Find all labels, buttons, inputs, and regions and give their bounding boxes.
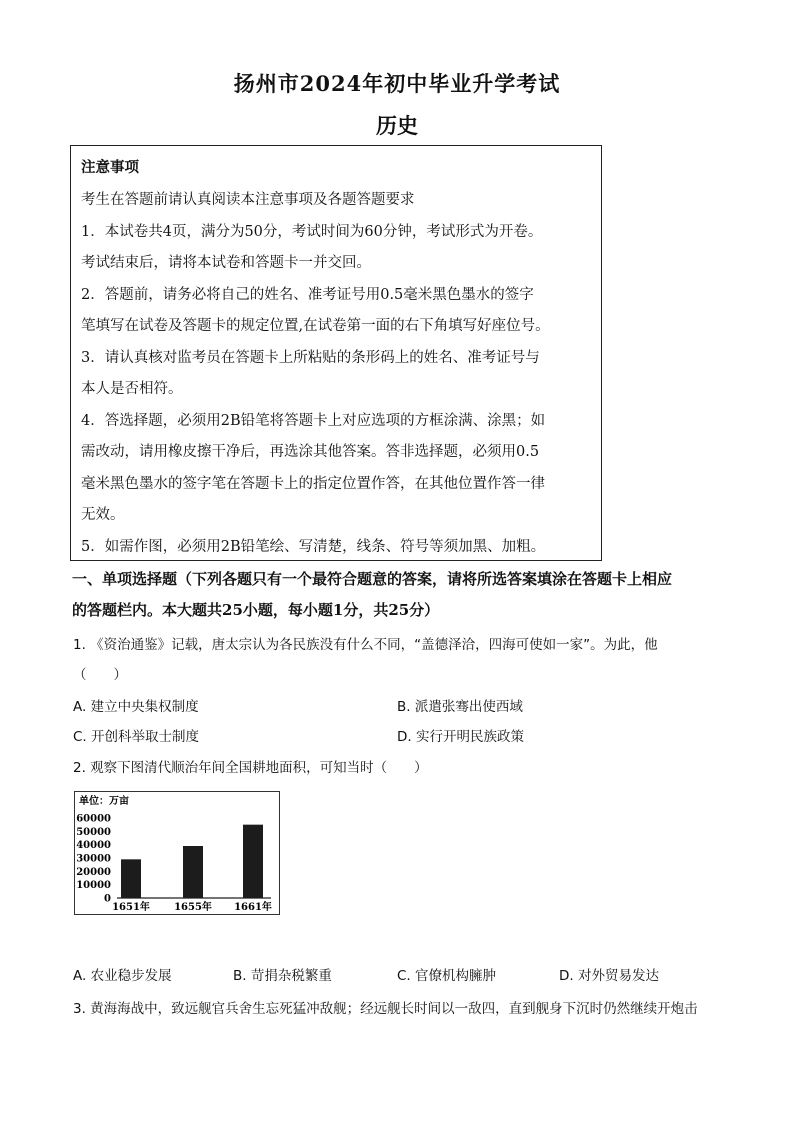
q1-option-d[interactable]: D. 实行开明民族政策 [397, 729, 524, 745]
q2-option-a[interactable]: A. 农业稳步发展 [73, 968, 172, 984]
x-tick-label: 1651年 [112, 902, 150, 913]
question-3-stem: 3. 黄海海战中，致远舰官兵舍生忘死猛冲敌舰；经远舰长时间以一敌四，直到舰身下沉时仍然继续开炮击 [73, 1001, 698, 1017]
y-tick-label: 30000 [76, 853, 111, 865]
notice-line: 考生在答题前请认真阅读本注意事项及各题答题要求 [81, 192, 415, 208]
y-tick-label: 60000 [76, 813, 111, 825]
y-tick-label: 10000 [76, 880, 111, 892]
notice-line: 考试结束后，请将本试卷和答题卡一并交回。 [81, 255, 371, 271]
section-heading: 一、单项选择题（下列各题只有一个最符合题意的答案，请将所选答案填涂在答题卡上相应 [72, 570, 673, 588]
notice-line: 3．请认真核对监考员在答题卡上所粘贴的条形码上的姓名、准考证号与 [81, 350, 540, 366]
exam-title: 扬州市2024年初中毕业升学考试 [233, 71, 561, 96]
notice-line: 本人是否相符。 [81, 381, 183, 397]
q2-option-c[interactable]: C. 官僚机构臃肿 [397, 968, 497, 984]
notice-line: 5．如需作图，必须用2B铅笔绘、写清楚，线条、符号等须加黑、加粗。 [81, 539, 546, 555]
chart-svg [75, 792, 278, 913]
question-1-blank: （ ） [73, 667, 127, 683]
x-tick-label: 1655年 [174, 902, 212, 913]
q2-option-d[interactable]: D. 对外贸易发达 [559, 968, 659, 984]
q1-option-c[interactable]: C. 开创科举取士制度 [73, 729, 200, 745]
bar [243, 825, 263, 898]
chart-title: 单位：万亩 [79, 796, 129, 807]
notice-line: 1．本试卷共4页，满分为50分，考试时间为60分钟，考试形式为开卷。 [81, 224, 543, 240]
notice-line: 2．答题前，请务必将自己的姓名、准考证号用0.5毫米黑色墨水的签字 [81, 287, 534, 303]
notice-heading: 注意事项 [81, 159, 139, 176]
y-tick-label: 50000 [76, 826, 111, 838]
y-tick-label: 20000 [76, 866, 111, 878]
notice-line: 4．答选择题，必须用2B铅笔将答题卡上对应选项的方框涂满、涂黑；如 [81, 413, 546, 429]
bar [121, 859, 141, 898]
subject-title: 历史 [376, 113, 418, 138]
y-tick-label: 40000 [76, 840, 111, 852]
farmland-bar-chart [74, 791, 280, 915]
section-heading-cont: 的答题栏内。本大题共25小题，每小题1分，共25分） [72, 601, 440, 619]
q2-option-b[interactable]: B. 苛捐杂税繁重 [233, 968, 332, 984]
bar [183, 846, 203, 898]
notice-box [70, 145, 602, 561]
q1-option-a[interactable]: A. 建立中央集权制度 [73, 699, 199, 715]
notice-line: 笔填写在试卷及答题卡的规定位置,在试卷第一面的右下角填写好座位号。 [81, 318, 550, 334]
notice-line: 无效。 [81, 507, 125, 523]
question-1-stem: 1. 《资治通鉴》记载，唐太宗认为各民族没有什么不同，“盖德泽洽，四海可使如一家”。为此，他 [73, 637, 658, 653]
x-tick-label: 1661年 [234, 902, 272, 913]
notice-line: 毫米黑色墨水的签字笔在答题卡上的指定位置作答，在其他位置作答一律 [81, 476, 545, 492]
q1-option-b[interactable]: B. 派遣张骞出使西域 [397, 699, 523, 715]
y-tick-label: 0 [104, 893, 111, 905]
question-2-stem: 2. 观察下图清代顺治年间全国耕地面积，可知当时（ ） [73, 760, 428, 776]
notice-line: 需改动，请用橡皮擦干净后，再选涂其他答案。答非选择题，必须用0.5 [81, 444, 540, 460]
